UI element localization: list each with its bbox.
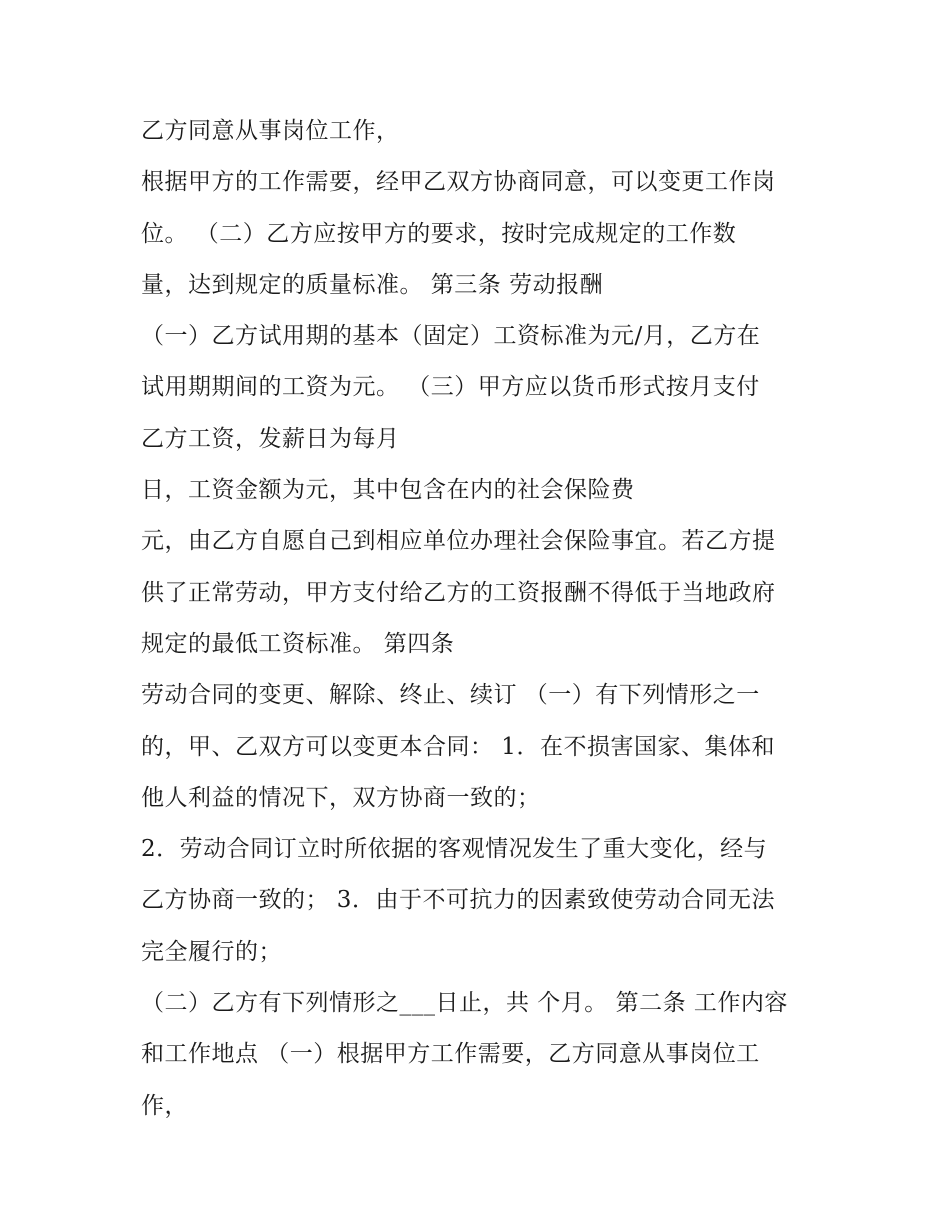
text-line: 规定的最低工资标准。 第四条 xyxy=(141,630,455,657)
text-line: 和工作地点 （一）根据甲方工作需要，乙方同意从事岗位工 xyxy=(141,1041,760,1068)
text-line: 作， xyxy=(141,1092,188,1119)
text-line: 劳动合同的变更、解除、终止、续订 （一）有下列情形之一 xyxy=(141,682,760,709)
text-line: 元，由乙方自愿自己到相应单位办理社会保险事宜。若乙方提 xyxy=(141,528,776,555)
text-line: 乙方工资，发薪日为每月 xyxy=(141,425,400,452)
text-line: 完全履行的； xyxy=(141,938,282,965)
text-line: （一）乙方试用期的基本（固定）工资标准为元/月，乙方在 xyxy=(141,323,761,350)
text-line: 根据甲方的工作需要，经甲乙双方协商同意，可以变更工作岗 xyxy=(141,169,776,196)
text-line: 2．劳动合同订立时所依据的客观情况发生了重大变化，经与 xyxy=(141,836,768,863)
text-line: 的，甲、乙双方可以变更本合同： 1．在不损害国家、集体和 xyxy=(141,733,775,760)
text-line: 他人利益的情况下，双方协商一致的； xyxy=(141,784,541,811)
text-line: 试用期期间的工资为元。 （三）甲方应以货币形式按月支付 xyxy=(141,374,760,401)
text-line: 日，工资金额为元，其中包含在内的社会保险费 xyxy=(141,477,635,504)
text-line: （二）乙方有下列情形之___日止，共 个月。 第二条 工作内容 xyxy=(141,990,788,1017)
contract-text-body xyxy=(141,106,821,1132)
text-line: 乙方协商一致的； 3．由于不可抗力的因素致使劳动合同无法 xyxy=(141,887,775,914)
text-line: 量，达到规定的质量标准。 第三条 劳动报酬 xyxy=(141,271,604,298)
text-line: 位。 （二）乙方应按甲方的要求，按时完成规定的工作数 xyxy=(141,220,737,247)
text-line: 供了正常劳动，甲方支付给乙方的工资报酬不得低于当地政府 xyxy=(141,579,776,606)
text-line: 乙方同意从事岗位工作， xyxy=(141,118,400,144)
